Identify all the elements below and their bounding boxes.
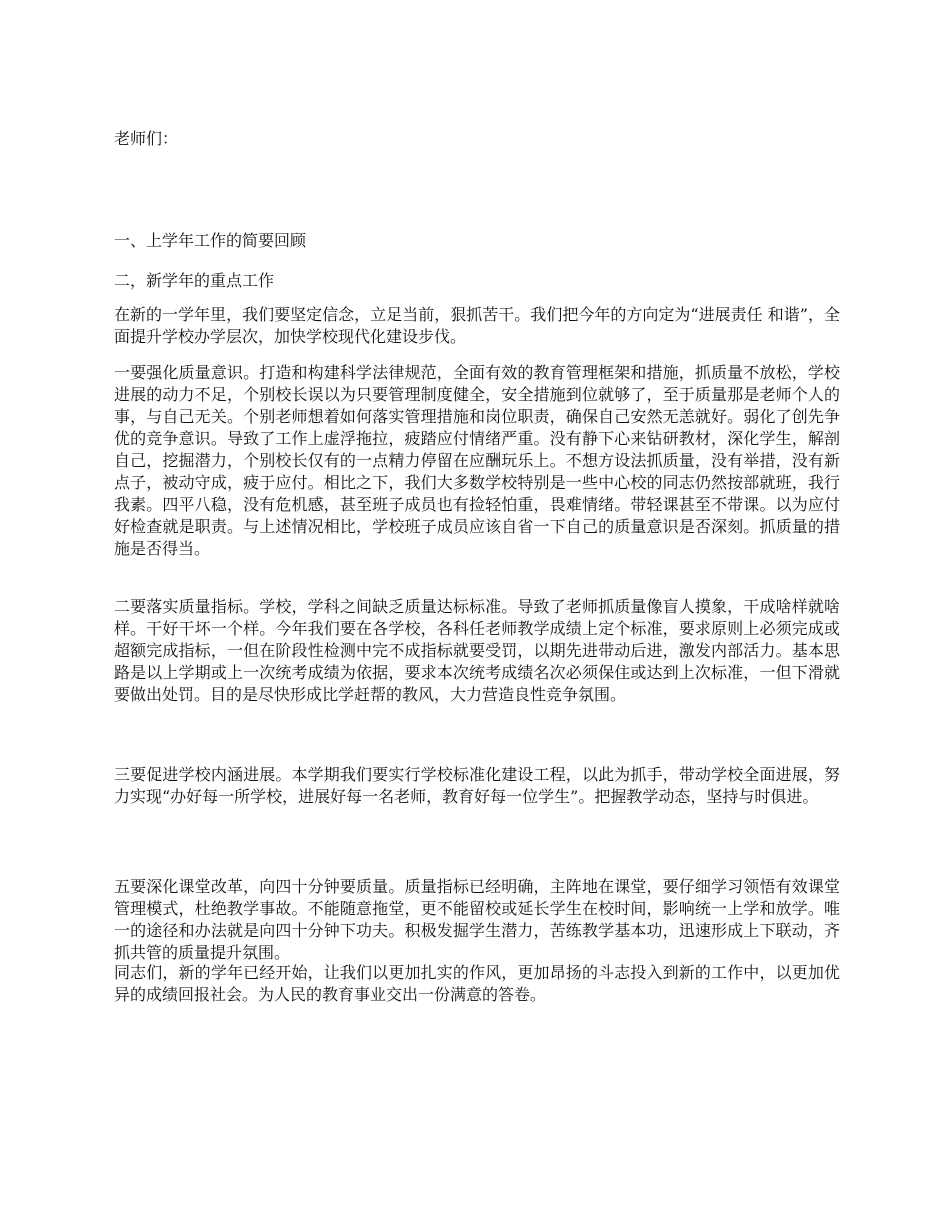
greeting: 老师们： bbox=[114, 129, 179, 148]
paragraph-quality-awareness: 一要强化质量意识。打造和构建科学法律规范，全面有效的教育管理框架和措施，抓质量不放松，学校进展的动力不足，个别校长误以为只要管理制度健全，安全措施到位就够了，至于质量那是老师个人的事，与自己无关。个别老师想着如何落实管理措施和岗位职责，确保自己安然无恙就好。弱化了创先争优的竞争意识。导致了工作上虚浮拖拉，疲踏应付情绪严重。没有静下心来钻研教材，深化学生，解剖自己，挖掘潜力，个别校长仅有的一点精力停留在应酬玩乐上。不想方设法抓质量，没有举措，没有新点子，被动守成，疲于应付。相比之下，我们大多数学校特别是一些中心校的同志仍然按部就班，我行我素。四平八稳，没有危机感，甚至班子成员也有捡轻怕重，畏难情绪。带轻课甚至不带课。以为应付好检查就是职责。与上述情况相比，学校班子成员应该自省一下自己的质量意识是否深刻。抓质量的措施是否得当。 bbox=[114, 363, 840, 558]
paragraph-school-development: 三要促进学校内涵进展。本学期我们要实行学校标准化建设工程，以此为抓手，带动学校全面进展，努力实现“办好每一所学校，进展好每一名老师，教育好每一位学生”。把握教学动态，坚持与时俱进。 bbox=[114, 765, 840, 806]
paragraph-quality-targets: 二要落实质量指标。学校，学科之间缺乏质量达标标准。导致了老师抓质量像盲人摸象，干成啥样就啥样。干好干坏一个样。今年我们要在各学校，各科任老师教学成绩上定个标准，要求原则上必须完成或超额完成指标，一但在阶段性检测中完不成指标就要受罚，以期先进带动后进，激发内部活力。基本思路是以上学期或上一次统考成绩为依据，要求本次统考成绩名次必须保住或达到上次标准，一但下滑就要做出处罚。目的是尽快形成比学赶帮的教风，大力营造良性竞争氛围。 bbox=[114, 597, 840, 704]
section-heading-key-work: 二，新学年的重点工作 bbox=[114, 271, 275, 290]
section-heading-review: 一、上学年工作的简要回顾 bbox=[114, 231, 307, 250]
paragraph-classroom-reform: 五要深化课堂改革，向四十分钟要质量。质量指标已经明确，主阵地在课堂，要仔细学习领悟有效课堂管理模式，杜绝教学事故。不能随意拖堂，更不能留校或延长学生在校时间，影响统一上学和放学。唯一的途径和办法就是向四十分钟下功夫。积极发掘学生潜力，苦练教学基本功，迅速形成上下联动，齐抓共管的质量提升氛围。 bbox=[114, 877, 840, 962]
paragraph-intro: 在新的一学年里，我们要坚定信念，立足当前，狠抓苦干。我们把今年的方向定为“进展责任 和谐”，全面提升学校办学层次，加快学校现代化建设步伐。 bbox=[114, 305, 840, 346]
paragraph-closing: 同志们，新的学年已经开始，让我们以更加扎实的作风，更加昂扬的斗志投入到新的工作中，以更加优异的成绩回报社会。为人民的教育事业交出一份满意的答卷。 bbox=[114, 963, 840, 1004]
